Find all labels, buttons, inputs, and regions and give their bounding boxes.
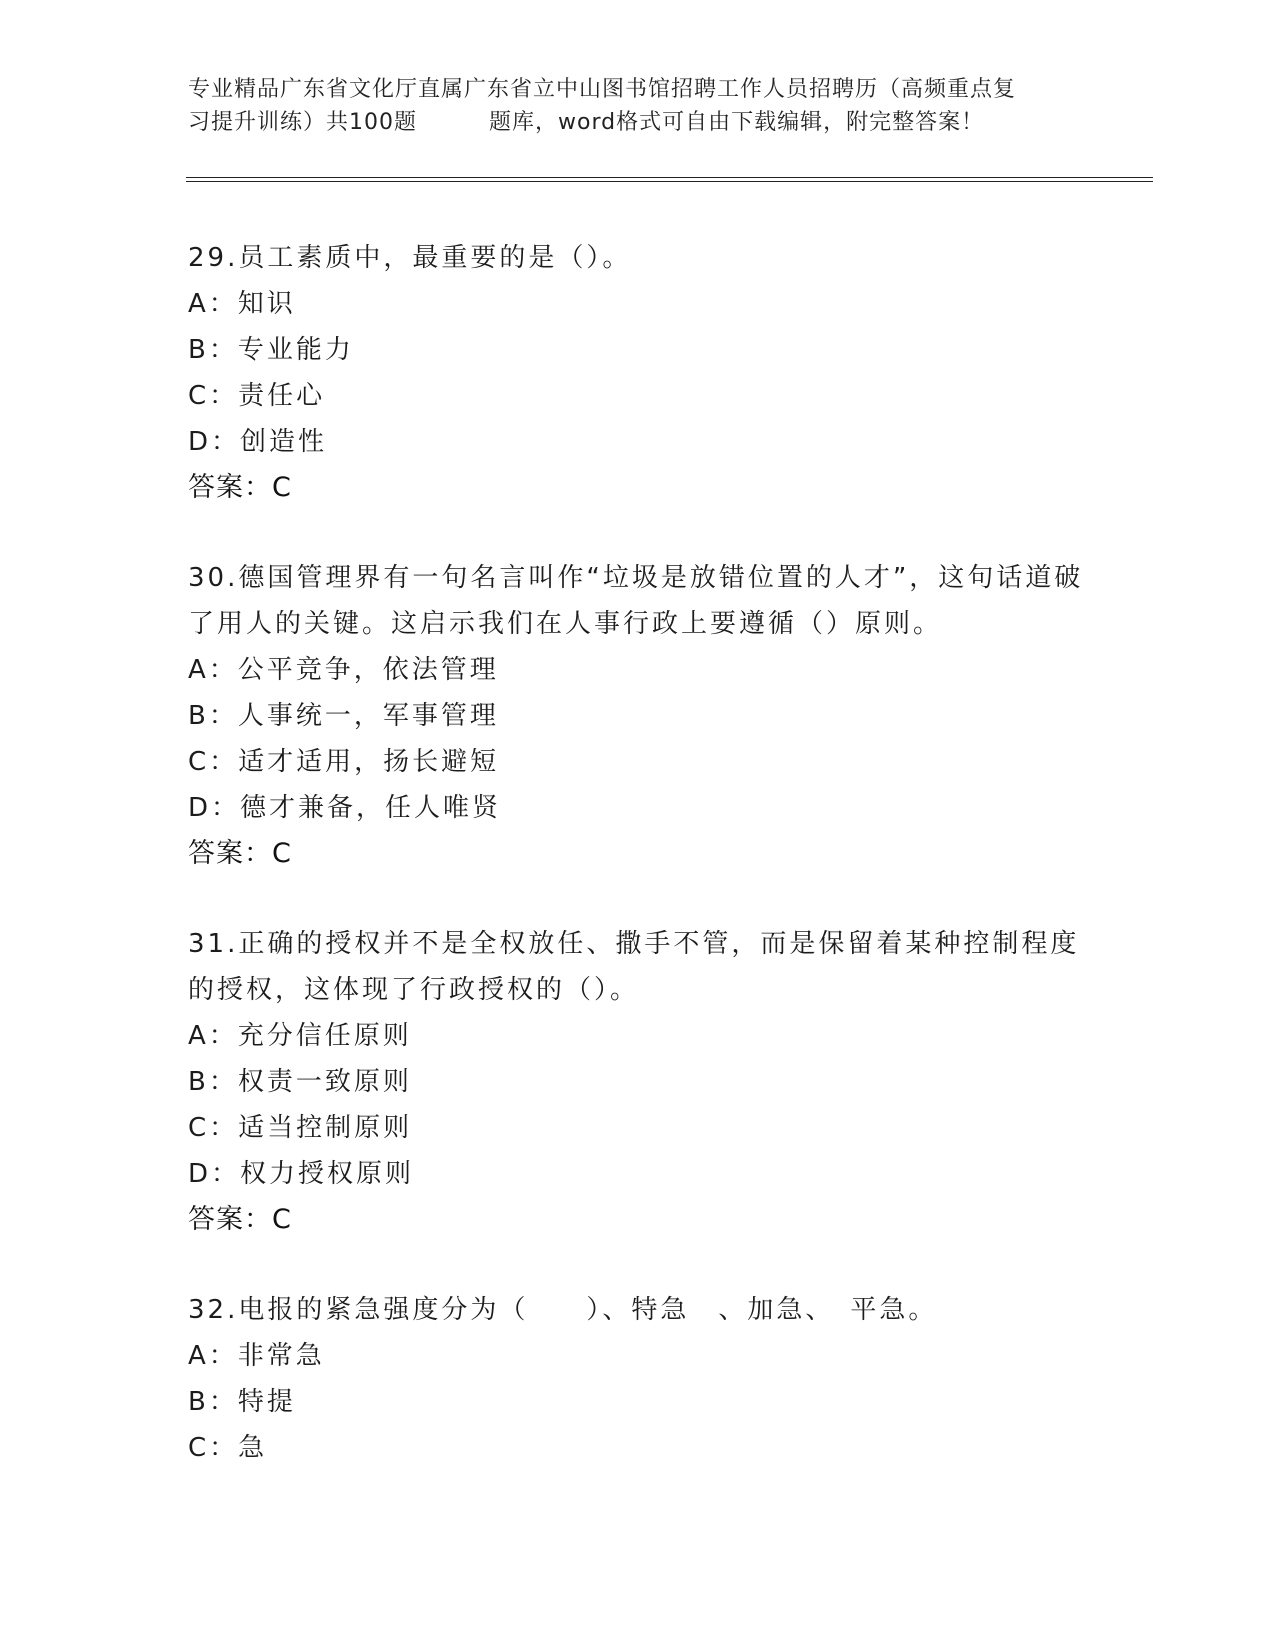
- option-d: D：德才兼备，任人唯贤: [188, 793, 502, 823]
- option-b: B：专业能力: [188, 335, 354, 365]
- question-30: [188, 555, 1088, 877]
- option-b: B：权责一致原则: [188, 1067, 412, 1097]
- header-line-2: [188, 106, 1088, 139]
- question-text: 32.电报的紧急强度分为（ ）、特急 、加急、 平急。: [188, 1295, 938, 1325]
- header-line-2-part-2: 题库，word格式可自由下载编辑，附完整答案！: [489, 110, 985, 135]
- question-list: [188, 235, 1088, 1515]
- option-c: C：适当控制原则: [188, 1113, 413, 1143]
- question-29: [188, 235, 1088, 511]
- question-32: [188, 1287, 1088, 1471]
- header-line-2-part-1: 习提升训练）共100题: [188, 110, 417, 135]
- option-a: A：知识: [188, 289, 296, 319]
- header-line-1: 专业精品广东省文化厅直属广东省立中山图书馆招聘工作人员招聘历（高频重点复: [188, 77, 1017, 102]
- answer: 答案：C: [188, 1204, 292, 1235]
- option-c: C：责任心: [188, 381, 326, 411]
- page-header: [188, 73, 1088, 139]
- option-a: A：公平竞争，依法管理: [188, 655, 499, 685]
- option-c: C：急: [188, 1433, 268, 1463]
- option-b: B：特提: [188, 1387, 296, 1417]
- option-a: A：非常急: [188, 1341, 325, 1371]
- answer: 答案：C: [188, 472, 292, 503]
- question-text: 31.正确的授权并不是全权放任、撒手不管，而是保留着某种控制程度的授权，这体现了行政授权的（）。: [188, 929, 1080, 1005]
- option-c: C：适才适用，扬长避短: [188, 747, 500, 777]
- option-b: B：人事统一，军事管理: [188, 701, 499, 731]
- option-a: A：充分信任原则: [188, 1021, 412, 1051]
- option-d: D：权力授权原则: [188, 1159, 415, 1189]
- question-31: [188, 921, 1088, 1243]
- answer: 答案：C: [188, 838, 292, 869]
- question-text: 29.员工素质中，最重要的是（）。: [188, 243, 632, 273]
- header-divider: [186, 177, 1153, 182]
- option-d: D：创造性: [188, 427, 328, 457]
- question-text: 30.德国管理界有一句名言叫作“垃圾是放错位置的人才”，这句话道破了用人的关键。这启示我们在人事行政上要遵循（）原则。: [188, 563, 1084, 639]
